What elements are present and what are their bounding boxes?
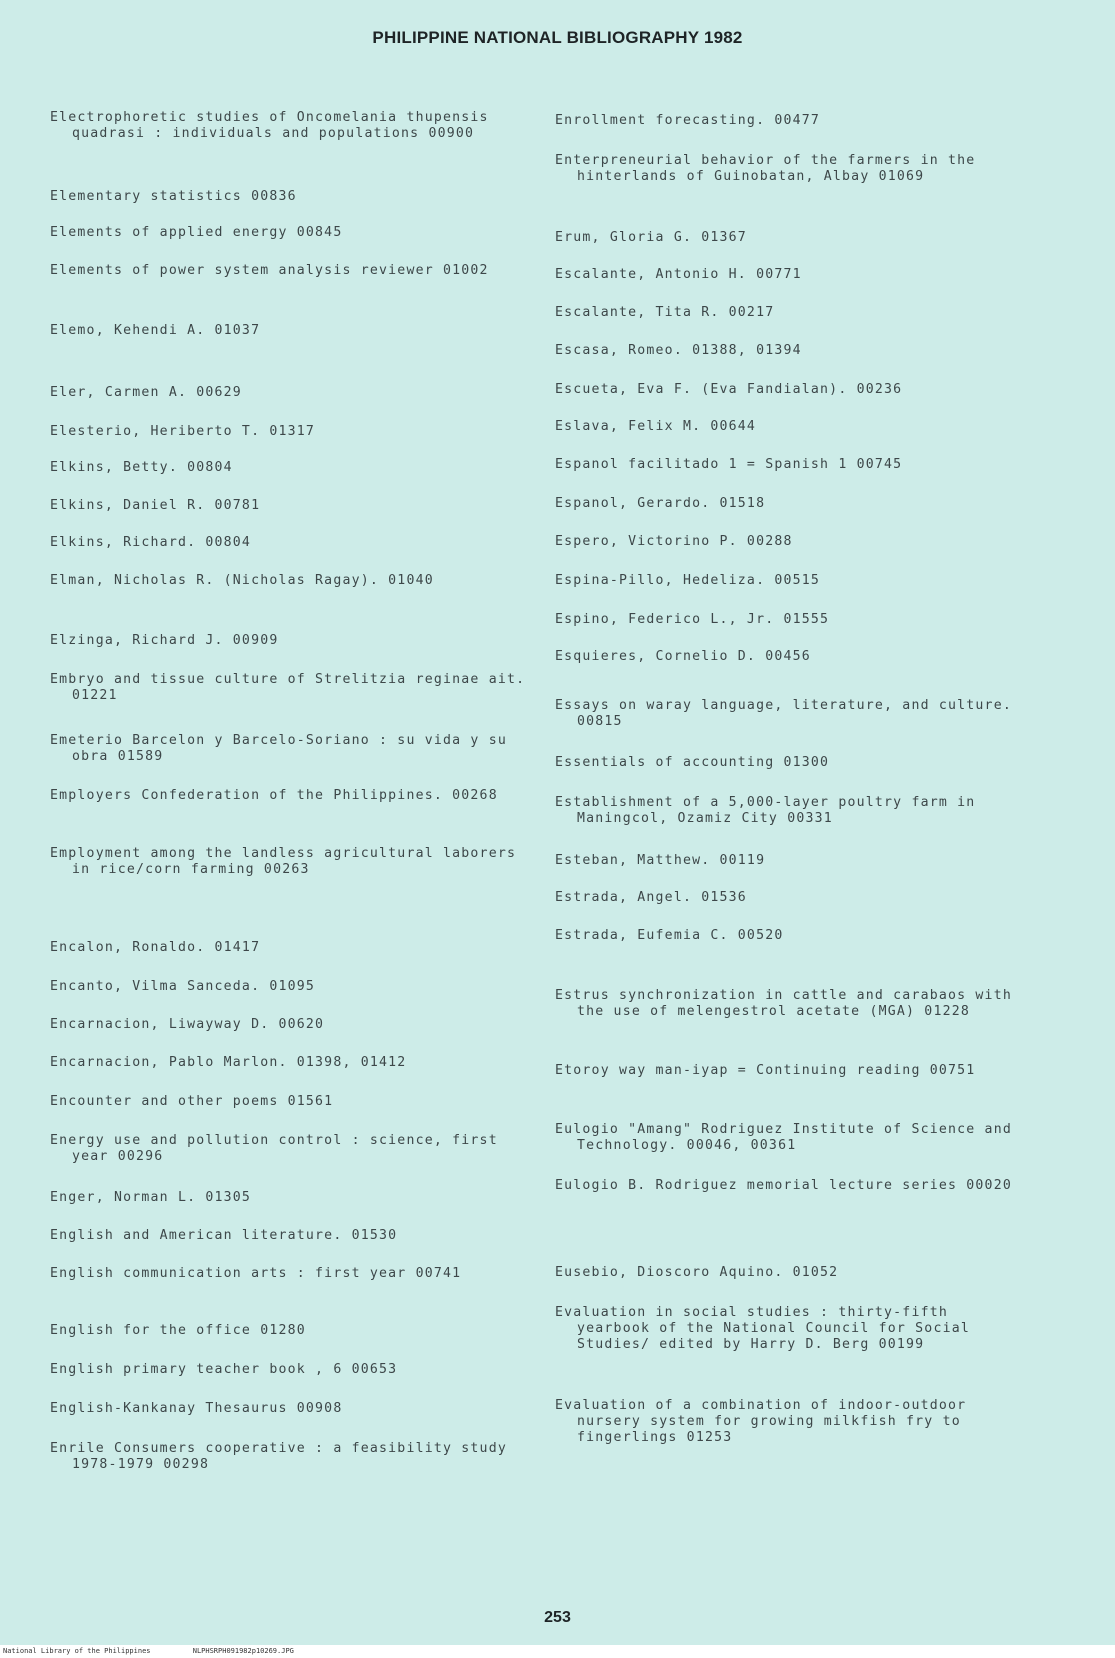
bib-entry: Espina-Pillo, Hedeliza. 00515	[555, 573, 821, 588]
bib-entry: Espino, Federico L., Jr. 01555	[555, 612, 830, 627]
bib-entry: Evaluation in social studies : thirty-fifth yearbook of the National Council for Social Studies/ edited by Harry D. Berg 00199	[555, 1305, 971, 1352]
bib-entry: Encarnacion, Liwayway D. 00620	[50, 1017, 325, 1032]
bib-entry: Eslava, Felix M. 00644	[555, 419, 757, 434]
bib-entry: Eulogio B. Rodriguez memorial lecture series 00020	[555, 1178, 1012, 1193]
bib-entry: Escalante, Antonio H. 00771	[555, 267, 802, 282]
bib-entry: English for the office 01280	[50, 1323, 306, 1338]
bib-entry: Evaluation of a combination of indoor-outdoor nursery system for growing milkfish fry to fingerlings 01253	[555, 1398, 967, 1445]
bib-entry: Encalon, Ronaldo. 01417	[50, 940, 261, 955]
bib-entry: Eulogio "Amang" Rodriguez Institute of Science and Technology. 00046, 00361	[555, 1122, 1012, 1153]
bib-entry: Elements of power system analysis reviewer 01002	[50, 263, 489, 278]
bib-entry: Enrile Consumers cooperative : a feasibility study 1978-1979 00298	[50, 1441, 507, 1472]
bib-entry: Enterpreneurial behavior of the farmers in the hinterlands of Guinobatan, Albay 01069	[555, 153, 976, 184]
bib-entry: Eler, Carmen A. 00629	[50, 385, 242, 400]
bib-entry: Elkins, Richard. 00804	[50, 535, 252, 550]
bib-entry: Embryo and tissue culture of Strelitzia reginae ait. 01221	[50, 672, 526, 703]
bib-entry: Enrollment forecasting. 00477	[555, 113, 821, 128]
bib-entry: Escueta, Eva F. (Eva Fandialan). 00236	[555, 382, 903, 397]
bib-entry: Espanol facilitado 1 = Spanish 1 00745	[555, 457, 903, 472]
bib-entry: Establishment of a 5,000-layer poultry farm in Maningcol, Ozamiz City 00331	[555, 795, 976, 826]
bib-entry: English communication arts : first year 00741	[50, 1266, 462, 1281]
bib-entry: Electrophoretic studies of Oncomelania thupensis quadrasi : individuals and populations 00900	[50, 110, 489, 141]
bib-entry: Elesterio, Heriberto T. 01317	[50, 424, 316, 439]
bib-entry: Energy use and pollution control : science, first year 00296	[50, 1133, 498, 1164]
bib-entry: Encanto, Vilma Sanceda. 01095	[50, 979, 316, 994]
page-number: 253	[544, 1609, 571, 1626]
bib-entry: Erum, Gloria G. 01367	[555, 230, 747, 245]
bib-entry: Esteban, Matthew. 00119	[555, 853, 766, 868]
scan-footer	[0, 1645, 1115, 1658]
footer-file: NLPHSRPH091982p10269.JPG	[192, 1647, 294, 1655]
bib-entry: Emeterio Barcelon y Barcelo-Soriano : su vida y su obra 01589	[50, 733, 507, 764]
bib-entry: English-Kankanay Thesaurus 00908	[50, 1401, 343, 1416]
bib-entry: Esquieres, Cornelio D. 00456	[555, 649, 811, 664]
bib-entry: Estrus synchronization in cattle and carabaos with the use of melengestrol acetate (MGA) 01228	[555, 988, 1012, 1019]
bib-entry: Elman, Nicholas R. (Nicholas Ragay). 01040	[50, 573, 434, 588]
bib-entry: Eusebio, Dioscoro Aquino. 01052	[555, 1265, 839, 1280]
bib-entry: Elements of applied energy 00845	[50, 225, 343, 240]
bib-entry: Estrada, Eufemia C. 00520	[555, 928, 784, 943]
page-header: PHILIPPINE NATIONAL BIBLIOGRAPHY 1982	[372, 28, 743, 47]
bib-entry: Essentials of accounting 01300	[555, 755, 830, 770]
footer-library: National Library of the Philippines	[3, 1647, 151, 1655]
bib-entry: Escalante, Tita R. 00217	[555, 305, 775, 320]
bib-entry: English and American literature. 01530	[50, 1228, 398, 1243]
bib-entry: Elementary statistics 00836	[50, 189, 297, 204]
bib-entry: Espero, Victorino P. 00288	[555, 534, 793, 549]
bib-entry: Elzinga, Richard J. 00909	[50, 633, 279, 648]
bib-entry: Employment among the landless agricultural laborers in rice/corn farming 00263	[50, 846, 517, 877]
bib-entry: Elemo, Kehendi A. 01037	[50, 323, 261, 338]
bib-entry: Etoroy way man-iyap = Continuing reading 00751	[555, 1063, 976, 1078]
bib-entry: English primary teacher book , 6 00653	[50, 1362, 398, 1377]
bib-entry: Elkins, Daniel R. 00781	[50, 498, 261, 513]
bib-entry: Elkins, Betty. 00804	[50, 460, 233, 475]
bib-entry: Escasa, Romeo. 01388, 01394	[555, 343, 802, 358]
bib-entry: Encarnacion, Pablo Marlon. 01398, 01412	[50, 1055, 407, 1070]
bib-entry: Enger, Norman L. 01305	[50, 1190, 252, 1205]
bib-entry: Espanol, Gerardo. 01518	[555, 496, 766, 511]
bib-entry: Encounter and other poems 01561	[50, 1094, 334, 1109]
bib-entry: Essays on waray language, literature, and culture. 00815	[555, 698, 1012, 729]
bib-entry: Estrada, Angel. 01536	[555, 890, 747, 905]
bib-entry: Employers Confederation of the Philippines. 00268	[50, 788, 498, 803]
